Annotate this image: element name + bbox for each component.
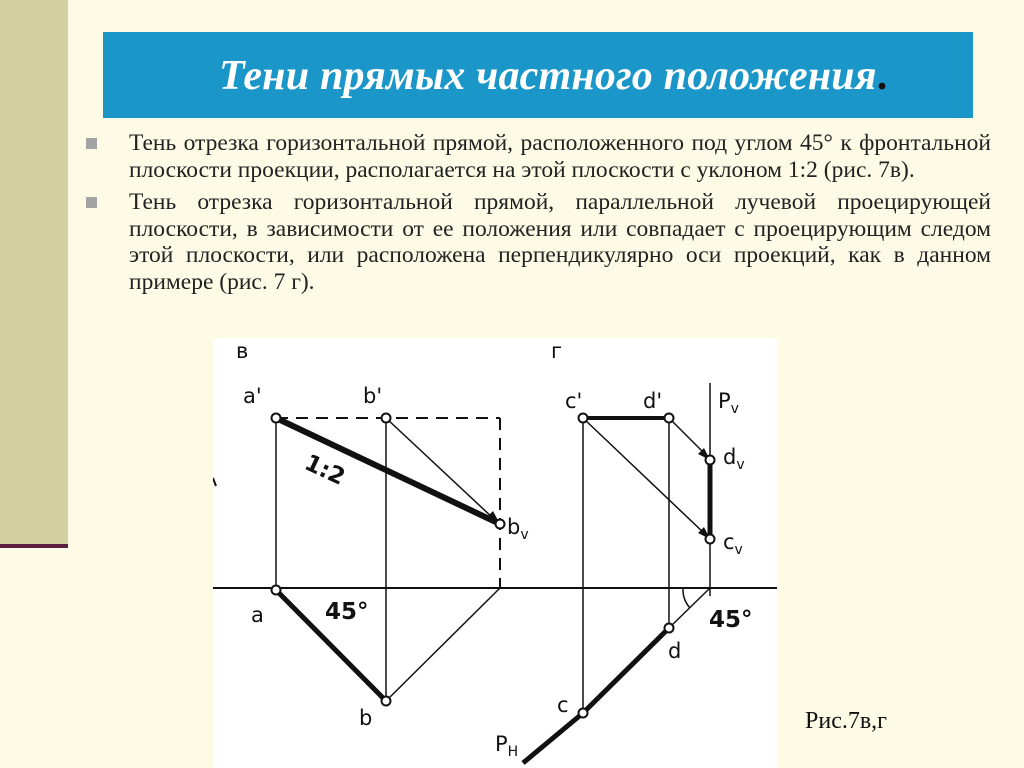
point-a-prime	[272, 414, 281, 423]
label-c-v	[723, 530, 743, 558]
bullet-text: Тень отрезка горизонтальной прямой, параллельной лучевой проецирующей плоскости, в зависимости от ее положения или совпадает с проецирующим следом этой плоскости, или расположена перпендикулярно оси проекций, как в данном примере (рис. 7 г).	[129, 189, 991, 295]
figure-caption: Рис.7в,г	[805, 708, 888, 734]
point-d	[665, 624, 674, 633]
label-p-h-main: P	[495, 732, 508, 756]
slide-title	[219, 52, 887, 100]
point-b-prime	[382, 414, 391, 423]
projection-figure	[213, 338, 777, 768]
light-ray-b	[386, 418, 494, 519]
label-c-v-sub: v	[734, 542, 743, 558]
label-d-v	[723, 445, 745, 473]
point-d-prime	[665, 414, 674, 423]
point-b	[382, 697, 391, 706]
label-c-prime: c'	[565, 389, 583, 413]
title-banner	[103, 32, 973, 118]
point-c	[579, 709, 588, 718]
label-b: b	[359, 706, 373, 730]
side-accent-bar	[0, 0, 68, 547]
segment-cd	[583, 628, 669, 713]
label-angle-v: 45°	[325, 599, 369, 625]
label-b-v	[507, 515, 529, 543]
label-c: c	[557, 693, 569, 717]
figure-v-label: в	[236, 339, 249, 363]
square-bullet-icon	[86, 197, 97, 208]
label-p-v-main: P	[718, 389, 731, 413]
label-b-prime: b'	[363, 384, 383, 408]
trace-p-h-lower	[523, 713, 583, 763]
point-c-v	[706, 535, 715, 544]
figure-g	[495, 339, 753, 763]
label-angle-g: 45°	[709, 607, 753, 633]
label-p-v	[718, 389, 739, 417]
side-accent-rule	[0, 544, 68, 548]
slide-title-end: .	[876, 53, 888, 99]
tick-mark	[213, 478, 216, 486]
label-a-prime: a'	[243, 384, 262, 408]
light-ray-d	[669, 418, 705, 454]
point-b-v	[496, 520, 505, 529]
bullet-list	[86, 130, 991, 301]
label-p-h-sub: H	[507, 744, 519, 760]
label-b-v-sub: v	[520, 527, 529, 543]
bullet-item	[86, 189, 991, 295]
label-d: d	[668, 639, 682, 663]
slide-title-text: Тени прямых частного положения	[219, 53, 877, 99]
line-b-axis	[386, 588, 500, 701]
bullet-item	[86, 130, 991, 183]
label-c-v-main: c	[723, 530, 735, 554]
label-a: a	[251, 603, 264, 627]
point-a	[272, 586, 281, 595]
label-ratio: 1:2	[300, 449, 349, 491]
label-d-prime: d'	[643, 389, 663, 413]
point-c-prime	[579, 414, 588, 423]
figure-v	[236, 339, 529, 730]
square-bullet-icon	[86, 138, 97, 149]
figure-g-label: г	[551, 339, 563, 363]
bullet-text: Тень отрезка горизонтальной прямой, расположенного под углом 45° к фронтальной плоскости проекции, располагается на этой плоскости с уклоном 1:2 (рис. 7в).	[129, 130, 991, 183]
label-p-h	[495, 732, 518, 760]
projection-drawing	[213, 338, 777, 768]
angle-arc	[683, 588, 690, 608]
point-d-v	[706, 456, 715, 465]
label-d-v-main: d	[723, 445, 737, 469]
label-b-v-main: b	[507, 515, 521, 539]
label-p-v-sub: v	[730, 401, 739, 417]
label-d-v-sub: v	[736, 457, 745, 473]
